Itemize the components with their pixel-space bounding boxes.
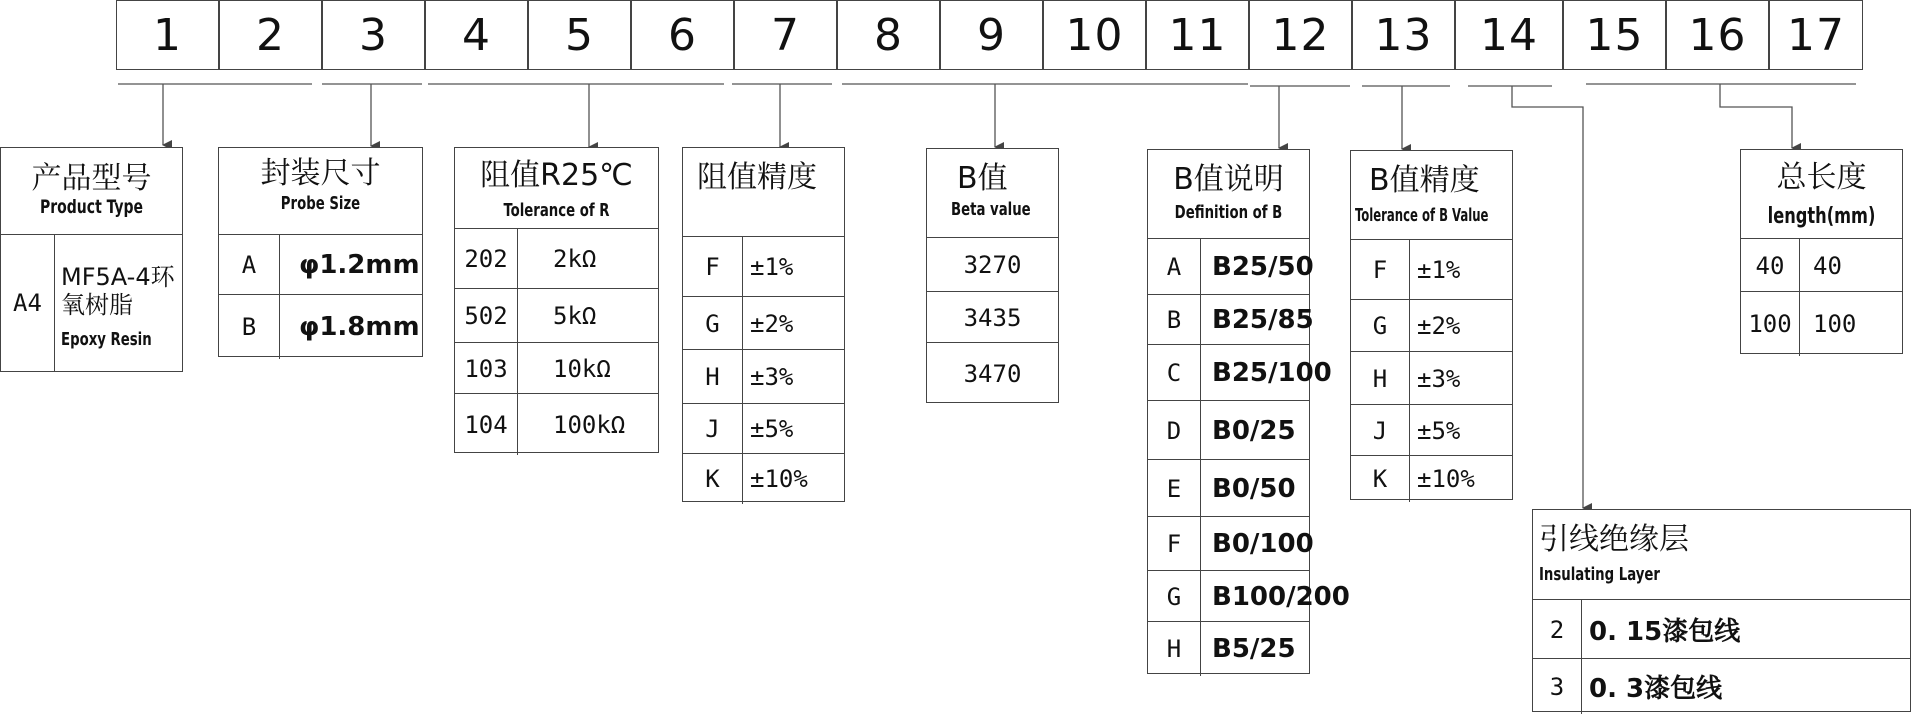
b-definition-value: B25/50 <box>1212 252 1314 282</box>
b-tolerance-code: F <box>1372 256 1388 284</box>
b-value-value: 3435 <box>963 303 1022 332</box>
b-definition-code: G <box>1166 582 1182 611</box>
b-tolerance-code: J <box>1372 416 1388 445</box>
length-code: 40 <box>1755 251 1785 280</box>
position-cell-5: 5 <box>528 0 631 70</box>
insulating-row <box>1533 658 1910 714</box>
b-value-title-cn: B值 <box>957 161 1008 196</box>
b-tolerance-title-en: Tolerance of B Value <box>1355 205 1489 226</box>
b-value-value: 3470 <box>963 360 1022 388</box>
b-definition-row <box>1148 344 1332 401</box>
product-type-desc-line2: 氧树脂 <box>61 291 133 319</box>
b-value-value: 3270 <box>963 251 1022 279</box>
position-cell-14: 14 <box>1455 0 1563 70</box>
probe-size-table <box>218 147 423 357</box>
r-tolerance-code: K <box>705 465 720 493</box>
b-definition-table <box>1147 149 1350 674</box>
b-definition-code: F <box>1166 530 1182 558</box>
position-cell-10: 10 <box>1043 0 1146 70</box>
b-tolerance-value: ±10% <box>1417 465 1475 493</box>
b-definition-code: H <box>1166 635 1182 663</box>
b-tolerance-row <box>1351 404 1512 456</box>
insulating-layer-title-cn: 引线绝缘层 <box>1539 522 1689 557</box>
b-definition-code: C <box>1166 359 1182 387</box>
product-type-title-cn: 产品型号 <box>31 161 152 196</box>
probe-size-row <box>219 234 422 295</box>
r-tolerance-code: F <box>705 253 720 281</box>
length-value: 40 <box>1813 251 1842 280</box>
probe-size-value: φ1.8mm <box>299 312 420 342</box>
r-tolerance-value: ±5% <box>750 415 794 443</box>
length-table <box>1740 149 1903 354</box>
b-definition-row <box>1148 294 1314 345</box>
position-cell-15: 15 <box>1563 0 1666 70</box>
resistance-value: 100kΩ <box>553 410 626 439</box>
r-tolerance-value: ±3% <box>750 363 794 391</box>
b-value-row <box>927 342 1058 405</box>
r-tolerance-row <box>683 349 844 404</box>
r-tolerance-table <box>682 147 845 502</box>
b-tolerance-row <box>1351 239 1512 300</box>
b-tolerance-title-cn: B值精度 <box>1369 163 1480 198</box>
b-definition-row <box>1148 238 1314 295</box>
b-tolerance-row <box>1351 299 1512 352</box>
b-definition-code: A <box>1166 253 1182 281</box>
resistance-row <box>455 288 658 343</box>
length-value: 100 <box>1813 310 1857 338</box>
b-definition-value: B25/85 <box>1212 305 1314 335</box>
resistance-code: 104 <box>464 410 508 439</box>
r-tolerance-code: G <box>705 309 720 338</box>
b-definition-value: B100/200 <box>1212 581 1350 612</box>
b-tolerance-row <box>1351 351 1512 405</box>
r-tolerance-row <box>683 236 844 297</box>
r-tolerance-code: H <box>705 363 720 391</box>
r-tolerance-row <box>683 296 844 350</box>
b-tolerance-table <box>1350 150 1513 500</box>
b-definition-value: B25/100 <box>1212 358 1332 388</box>
product-type-code: A4 <box>13 289 42 317</box>
position-cell-1: 1 <box>116 0 219 70</box>
position-cell-3: 3 <box>322 0 425 70</box>
insulating-code: 2 <box>1549 615 1565 644</box>
position-cell-6: 6 <box>631 0 734 70</box>
length-row <box>1741 238 1902 292</box>
b-tolerance-row <box>1351 455 1512 502</box>
position-cell-7: 7 <box>734 0 837 70</box>
r-tolerance-title-cn: 阻值精度 <box>697 160 817 195</box>
position-cell-11: 11 <box>1146 0 1249 70</box>
insulating-layer-title-en: Insulating Layer <box>1539 564 1660 585</box>
b-value-row <box>927 237 1058 292</box>
resistance-code: 202 <box>464 245 508 273</box>
b-value-title-en: Beta value <box>951 199 1031 220</box>
probe-size-title-cn: 封装尺寸 <box>260 156 381 191</box>
position-cell-9: 9 <box>940 0 1043 70</box>
product-type-table <box>0 147 183 372</box>
r-tolerance-value: ±1% <box>750 253 794 281</box>
insulating-row <box>1533 599 1910 659</box>
resistance-code: 103 <box>464 354 508 383</box>
b-value-row <box>927 291 1058 343</box>
b-definition-value: B5/25 <box>1212 634 1296 664</box>
resistance-table <box>454 147 659 453</box>
position-cell-13: 13 <box>1352 0 1455 70</box>
resistance-value: 2kΩ <box>553 245 597 273</box>
resistance-title-en: Tolerance of R <box>503 200 610 221</box>
b-definition-value: B0/25 <box>1212 415 1296 446</box>
resistance-value: 5kΩ <box>553 302 597 330</box>
b-definition-row <box>1148 621 1309 676</box>
b-definition-row <box>1148 459 1309 517</box>
product-type-desc-line1: MF5A-4环 <box>61 263 175 291</box>
r-tolerance-value: ±10% <box>750 465 808 493</box>
probe-size-value: φ1.2mm <box>299 250 420 280</box>
insulating-value: 0. 15漆包线 <box>1589 617 1741 647</box>
b-definition-row <box>1148 570 1350 622</box>
position-cell-16: 16 <box>1666 0 1769 70</box>
b-definition-title-cn: B值说明 <box>1173 162 1284 197</box>
position-cell-2: 2 <box>219 0 322 70</box>
b-definition-code: B <box>1166 306 1182 334</box>
length-title-cn: 总长度 <box>1776 160 1867 195</box>
b-value-table <box>926 148 1059 403</box>
insulating-layer-table <box>1532 509 1911 712</box>
b-tolerance-value: ±5% <box>1417 416 1461 445</box>
product-type-title-en: Product Type <box>39 196 144 218</box>
b-tolerance-value: ±2% <box>1417 312 1461 340</box>
insulating-code: 3 <box>1549 672 1565 701</box>
b-definition-row <box>1148 400 1309 460</box>
b-tolerance-value: ±1% <box>1417 256 1461 284</box>
resistance-row <box>455 228 658 289</box>
position-cell-8: 8 <box>837 0 940 70</box>
resistance-row <box>455 393 658 455</box>
length-code: 100 <box>1748 310 1792 338</box>
probe-size-title-en: Probe Size <box>280 193 361 214</box>
r-tolerance-code: J <box>705 415 720 443</box>
b-tolerance-value: ±3% <box>1417 364 1461 393</box>
r-tolerance-value: ±2% <box>750 309 794 338</box>
product-type-desc-en: Epoxy Resin <box>61 329 152 350</box>
b-definition-title-en: Definition of B <box>1174 202 1283 223</box>
b-definition-code: D <box>1166 416 1182 445</box>
length-row <box>1741 291 1902 356</box>
b-definition-value: B0/50 <box>1212 473 1296 504</box>
position-cell-17: 17 <box>1769 0 1863 70</box>
resistance-title-cn: 阻值R25℃ <box>480 158 633 193</box>
b-definition-value: B0/100 <box>1212 529 1314 559</box>
probe-size-row <box>219 294 422 359</box>
probe-size-code: A <box>241 251 257 279</box>
b-tolerance-code: H <box>1372 364 1388 393</box>
r-tolerance-row <box>683 403 844 454</box>
length-title-en: length(mm) <box>1767 204 1876 229</box>
resistance-code: 502 <box>464 302 508 330</box>
probe-size-code: B <box>241 313 257 341</box>
r-tolerance-row <box>683 453 844 504</box>
resistance-row <box>455 342 658 394</box>
position-cell-12: 12 <box>1249 0 1352 70</box>
position-cell-4: 4 <box>425 0 528 70</box>
insulating-value: 0. 3漆包线 <box>1589 674 1723 704</box>
b-tolerance-code: K <box>1372 465 1388 493</box>
resistance-value: 10kΩ <box>553 354 611 383</box>
b-definition-row <box>1148 516 1314 571</box>
b-definition-code: E <box>1166 474 1182 503</box>
b-tolerance-code: G <box>1372 312 1388 340</box>
